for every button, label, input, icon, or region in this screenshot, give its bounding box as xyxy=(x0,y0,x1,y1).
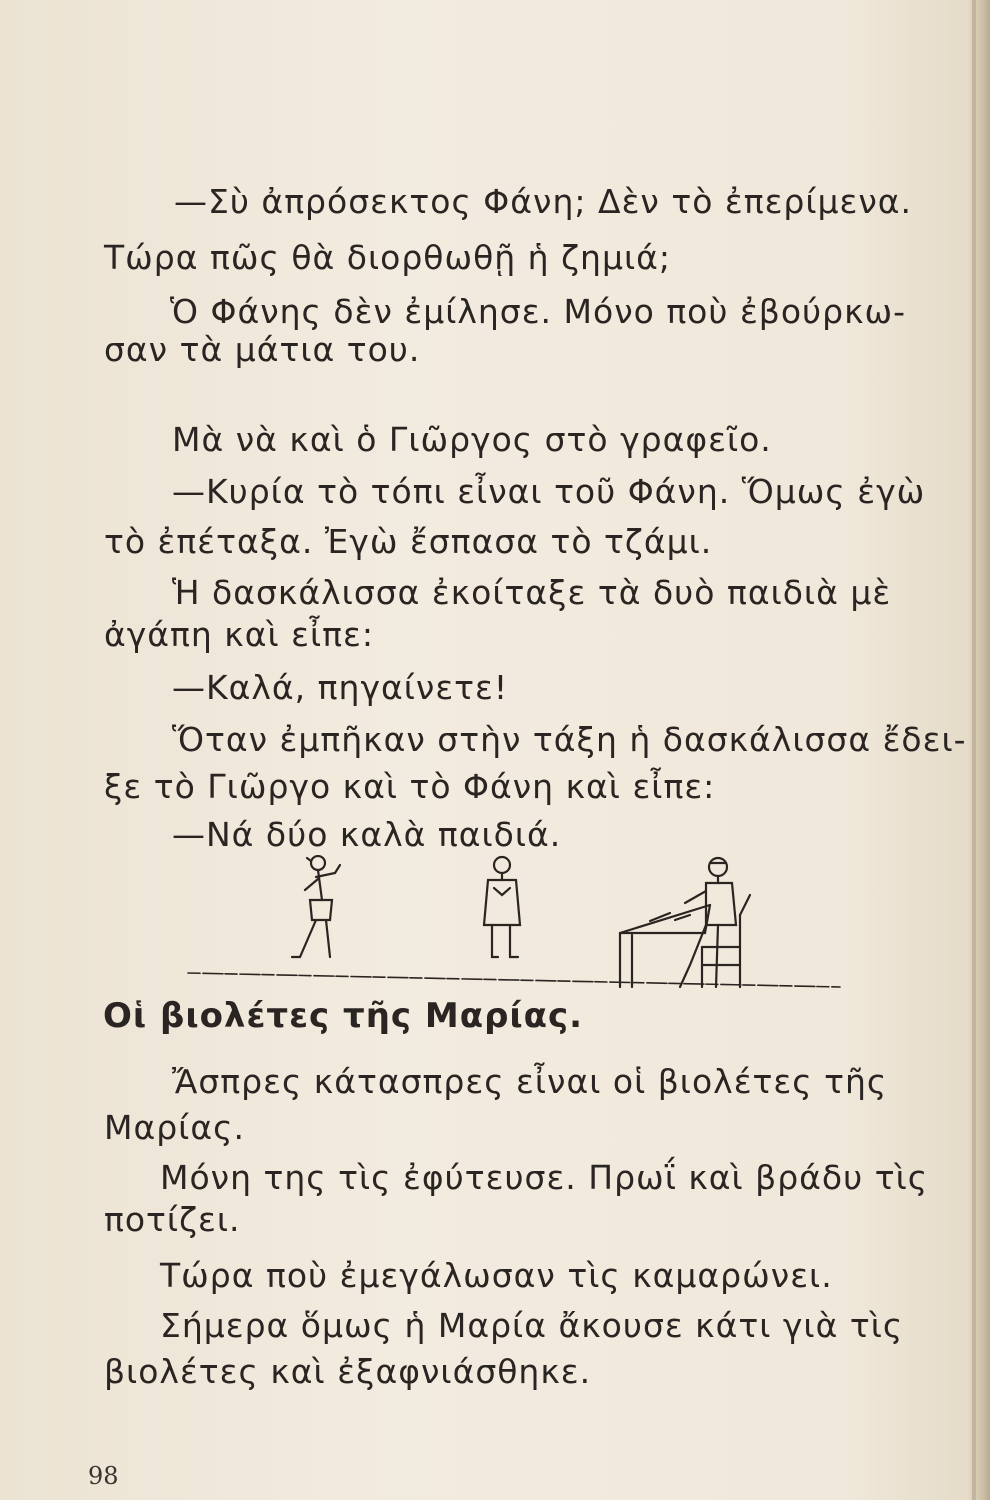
text-line: Ὅταν ἐμπῆκαν στὴν τάξη ἡ δασκάλισσα ἔδει- xyxy=(172,720,967,759)
text-line: —Κυρία τὸ τόπι εἶναι τοῦ Φάνη. Ὅμως ἐγὼ xyxy=(172,472,926,511)
text-line: Ὁ Φάνης δὲν ἐμίλησε. Μόνο ποὺ ἐβούρκω- xyxy=(170,292,907,331)
text-line: —Καλά, πηγαίνετε! xyxy=(172,668,509,707)
text-line: Ἄσπρες κάτασπρες εἶναι οἱ βιολέτες τῆς xyxy=(172,1062,888,1101)
text-line: —Νά δύο καλὰ παιδιά. xyxy=(172,815,562,854)
text-line: Μαρίας. xyxy=(104,1108,245,1147)
text-line: σαν τὰ μάτια του. xyxy=(104,330,421,369)
child-figure xyxy=(484,857,520,957)
text-line: βιολέτες καὶ ἐξαφνιάσθηκε. xyxy=(104,1352,592,1391)
text-line: Σήμερα ὅμως ἡ Μαρία ἄκουσε κάτι γιὰ τὶς xyxy=(160,1306,904,1345)
text-line: Μόνη της τὶς ἐφύτευσε. Πρωΐ καὶ βράδυ τὶς xyxy=(160,1158,929,1197)
section-title: Οἱ βιολέτες τῆς Μαρίας. xyxy=(103,996,584,1036)
text-line: τὸ ἐπέταξα. Ἐγὼ ἔσπασα τὸ τζάμι. xyxy=(104,522,713,561)
children-and-teacher-illustration xyxy=(180,855,850,1005)
text-line: ποτίζει. xyxy=(104,1200,241,1239)
text-line: Τώρα πῶς θὰ διορθωθῇ ἡ ζημιά; xyxy=(104,238,671,277)
text-line: Μὰ νὰ καὶ ὁ Γιῶργος στὸ γραφεῖο. xyxy=(172,420,772,459)
text-line: ξε τὸ Γιῶργο καὶ τὸ Φάνη καὶ εἶπε: xyxy=(104,767,716,806)
teacher-at-desk-figure xyxy=(620,858,750,987)
text-line: ἀγάπη καὶ εἶπε: xyxy=(104,615,374,654)
text-line: Τώρα ποὺ ἐμεγάλωσαν τὶς καμαρώνει. xyxy=(160,1256,833,1295)
ground-line xyxy=(188,973,840,987)
page-edge xyxy=(968,0,990,1500)
text-line: —Σὺ ἀπρόσεκτος Φάνη; Δὲν τὸ ἐπερίμενα. xyxy=(174,182,913,221)
boy-figure xyxy=(292,856,340,957)
text-line: Ἡ δασκάλισσα ἐκοίταξε τὰ δυὸ παιδιὰ μὲ xyxy=(172,573,892,612)
page-number: 98 xyxy=(88,1462,119,1490)
